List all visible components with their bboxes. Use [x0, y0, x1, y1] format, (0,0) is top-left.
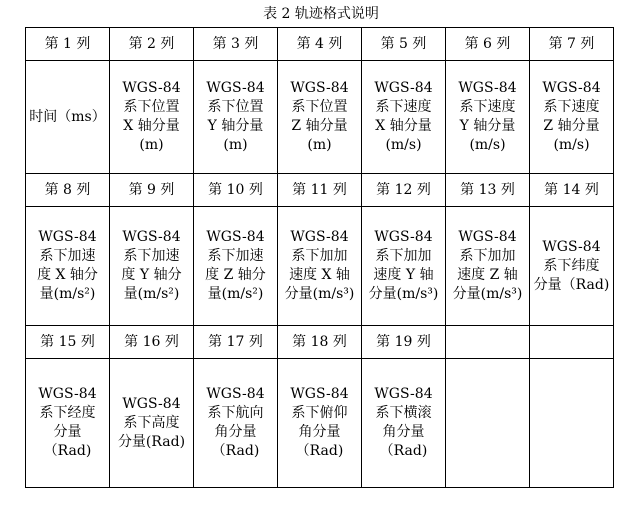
description-line: 系下俯仰	[291, 405, 348, 421]
description-line: WGS-84	[122, 80, 181, 96]
column-header-cell	[446, 28, 530, 61]
description-line: WGS-84	[290, 386, 349, 402]
description-cell	[278, 207, 362, 326]
description-line: 角分量	[298, 424, 341, 440]
description-cell	[194, 359, 278, 488]
column-header-cell	[194, 28, 278, 61]
column-header-cell	[110, 28, 194, 61]
description-line: 角分量	[214, 424, 257, 440]
column-header-label: 第 10 列	[208, 181, 263, 198]
table-caption: 表 2 轨迹格式说明	[263, 6, 379, 22]
description-line: 分量	[53, 424, 82, 440]
description-line: (m/s)	[385, 137, 422, 153]
description-cell	[278, 61, 362, 174]
column-header-cell	[362, 326, 446, 359]
column-header-cell	[530, 326, 614, 359]
description-cell	[362, 61, 446, 174]
column-header-cell	[446, 174, 530, 207]
description-line: WGS-84	[458, 229, 517, 245]
column-header-label: 第 9 列	[128, 181, 175, 198]
description-line: WGS-84	[542, 80, 601, 96]
column-header-label: 第 11 列	[292, 181, 347, 198]
description-cell	[362, 359, 446, 488]
description-line: 系下位置	[207, 99, 264, 115]
description-line: (m)	[223, 137, 248, 153]
description-line: (m)	[139, 137, 164, 153]
description-line: 量(m/s²)	[123, 286, 180, 302]
description-line: WGS-84	[374, 386, 433, 402]
column-header-label: 第 4 列	[296, 35, 343, 52]
description-line: WGS-84	[290, 229, 349, 245]
description-cell	[194, 61, 278, 174]
description-cell	[110, 359, 194, 488]
column-header-label: 第 15 列	[40, 333, 95, 350]
description-line: WGS-84	[374, 80, 433, 96]
header-row	[26, 174, 614, 207]
description-line: 度 Y 轴分	[121, 267, 182, 283]
column-header-cell	[26, 174, 110, 207]
description-line: WGS-84	[206, 80, 265, 96]
description-line: 系下位置	[123, 99, 180, 115]
column-header-label: 第 2 列	[128, 35, 175, 52]
description-line: WGS-84	[458, 80, 517, 96]
description-line: 速度 Z 轴	[457, 267, 518, 283]
description-line: 分量(m/s³)	[284, 286, 355, 302]
column-header-cell	[530, 28, 614, 61]
description-line: WGS-84	[122, 229, 181, 245]
description-line: 系下速度	[459, 99, 516, 115]
description-line: Y 轴分量	[207, 118, 264, 134]
description-line: 分量(m/s³)	[368, 286, 439, 302]
column-header-label: 第 7 列	[548, 35, 595, 52]
column-header-cell	[110, 326, 194, 359]
description-line: 度 Z 轴分	[205, 267, 266, 283]
description-cell	[26, 359, 110, 488]
column-header-cell	[194, 326, 278, 359]
description-line: WGS-84	[206, 386, 265, 402]
column-header-cell	[110, 174, 194, 207]
description-line: 系下纬度	[543, 257, 600, 274]
column-header-cell	[278, 326, 362, 359]
description-line: 量(m/s²)	[39, 286, 96, 302]
description-line: 分量(Rad)	[117, 433, 186, 450]
description-line: (m/s)	[469, 137, 506, 153]
description-line: WGS-84	[542, 238, 601, 255]
description-cell	[194, 207, 278, 326]
description-line: 度 X 轴分	[37, 267, 98, 283]
description-cell	[278, 359, 362, 488]
description-line: 系下高度	[123, 414, 180, 431]
description-line: 系下加加	[459, 248, 516, 264]
description-line: 时间（ms）	[29, 108, 106, 125]
column-header-cell	[26, 28, 110, 61]
description-line: WGS-84	[38, 386, 97, 402]
column-header-label: 第 8 列	[44, 181, 91, 198]
trajectory-format-table	[25, 27, 614, 488]
description-line: Z 轴分量	[291, 118, 348, 134]
column-header-label: 第 6 列	[464, 35, 511, 52]
description-line: WGS-84	[206, 229, 265, 245]
description-line: 系下横滚	[375, 405, 432, 421]
column-header-label: 第 16 列	[124, 333, 179, 350]
table-body	[26, 28, 614, 488]
column-header-cell	[278, 174, 362, 207]
column-header-cell	[278, 28, 362, 61]
description-cell	[530, 359, 614, 488]
column-header-cell	[530, 174, 614, 207]
description-line: WGS-84	[374, 229, 433, 245]
description-row	[26, 61, 614, 174]
column-header-label: 第 18 列	[292, 333, 347, 350]
description-cell	[446, 207, 530, 326]
description-row	[26, 359, 614, 488]
description-line: 系下位置	[291, 99, 348, 115]
description-line: WGS-84	[290, 80, 349, 96]
column-header-label: 第 14 列	[544, 181, 599, 198]
description-line: 系下航向	[207, 405, 264, 421]
description-line: (m)	[307, 137, 332, 153]
description-cell	[446, 359, 530, 488]
column-header-label: 第 19 列	[376, 333, 431, 350]
column-header-label: 第 3 列	[212, 35, 259, 52]
column-header-label: 第 17 列	[208, 333, 263, 350]
description-cell	[446, 61, 530, 174]
column-header-label: 第 12 列	[376, 181, 431, 198]
header-row	[26, 28, 614, 61]
description-cell	[110, 61, 194, 174]
column-header-cell	[26, 326, 110, 359]
description-line: 系下加速	[39, 248, 96, 264]
column-header-label: 第 1 列	[44, 35, 91, 52]
column-header-cell	[362, 174, 446, 207]
description-line: X 轴分量	[123, 118, 180, 134]
description-cell	[26, 61, 110, 174]
description-line: 量(m/s²)	[207, 286, 264, 302]
description-line: 角分量	[382, 424, 425, 440]
description-cell	[530, 207, 614, 326]
description-line: 系下速度	[543, 99, 600, 115]
description-line: 系下加加	[375, 248, 432, 264]
description-line: （Rad)	[43, 443, 92, 459]
column-header-cell	[362, 28, 446, 61]
description-line: (m/s)	[553, 137, 590, 153]
column-header-label: 第 5 列	[380, 35, 427, 52]
description-line: 分量(m/s³)	[452, 286, 523, 302]
description-cell	[362, 207, 446, 326]
column-header-label: 第 13 列	[460, 181, 515, 198]
column-header-cell	[194, 174, 278, 207]
description-line: 分量（Rad)	[533, 276, 610, 293]
description-line: （Rad)	[295, 443, 344, 459]
description-line: （Rad)	[211, 443, 260, 459]
description-line: 系下加速	[123, 248, 180, 264]
description-row	[26, 207, 614, 326]
description-line: 系下经度	[39, 405, 96, 421]
description-line: （Rad)	[379, 443, 428, 459]
description-line: X 轴分量	[375, 118, 432, 134]
description-line: Y 轴分量	[459, 118, 516, 134]
description-line: 速度 Y 轴	[373, 267, 434, 283]
description-line: WGS-84	[122, 395, 181, 412]
description-line: 系下加加	[291, 248, 348, 264]
description-line: Z 轴分量	[543, 118, 600, 134]
description-cell	[110, 207, 194, 326]
description-line: 系下加速	[207, 248, 264, 264]
description-line: 速度 X 轴	[289, 267, 350, 283]
description-cell	[530, 61, 614, 174]
column-header-cell	[446, 326, 530, 359]
description-line: 系下速度	[375, 99, 432, 115]
description-cell	[26, 207, 110, 326]
header-row	[26, 326, 614, 359]
description-line: WGS-84	[38, 229, 97, 245]
